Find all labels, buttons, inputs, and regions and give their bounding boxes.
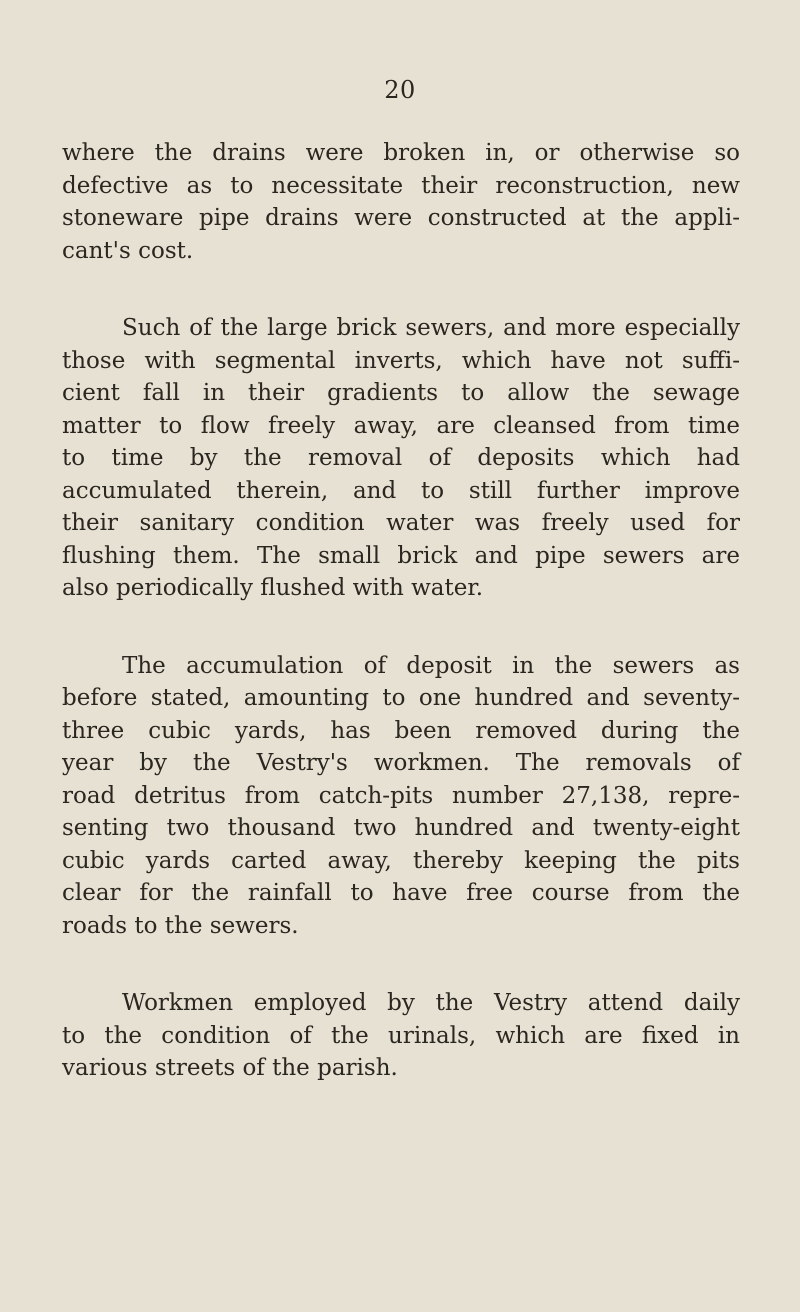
text-line: three cubic yards, has been removed during the [62, 717, 740, 744]
text-line: also periodically flushed with water. [62, 575, 484, 601]
page-number: 20 [384, 76, 416, 104]
text-line: stoneware pipe drains were constructed at the appli- [62, 205, 740, 231]
text-line: flushing them. The small brick and pipe sewers are [62, 542, 740, 569]
text-line: Workmen employed by the Vestry attend daily [122, 990, 740, 1016]
text-line: roads to the sewers. [62, 912, 299, 939]
text-line: their sanitary condition water was freely used for [62, 510, 740, 536]
text-line: senting two thousand two hundred and twenty-eight [62, 815, 740, 841]
text-line: clear for the rainfall to have free course from the [62, 880, 740, 906]
text-line: where the drains were broken in, or otherwise so [62, 140, 740, 166]
text-line: Such of the large brick sewers, and more especially [122, 315, 740, 341]
paragraph-4 [62, 987, 740, 1085]
text-line: various streets of the parish. [62, 1055, 398, 1081]
text-line: to the condition of the urinals, which are fixed in [62, 1022, 740, 1049]
text-line: cant's cost. [62, 237, 194, 264]
body-text [62, 137, 740, 1130]
text-line: those with segmental inverts, which have not suffi- [62, 347, 740, 374]
text-line: defective as to necessitate their reconstruction, new [62, 172, 740, 199]
paragraph-3 [62, 650, 740, 943]
text-line: year by the Vestry's workmen. The removals of [62, 750, 740, 776]
text-line: to time by the removal of deposits which had [62, 445, 740, 471]
text-line: matter to flow freely away, are cleansed from time [62, 412, 740, 439]
text-line: cubic yards carted away, thereby keeping the pits [62, 847, 740, 874]
text-line: before stated, amounting to one hundred and seventy- [62, 685, 740, 711]
text-line: The accumulation of deposit in the sewers as [122, 652, 740, 679]
paragraph-2 [62, 312, 740, 605]
text-line: road detritus from catch-pits number 27,138, repre- [62, 782, 740, 809]
text-line: cient fall in their gradients to allow the sewage [62, 380, 740, 406]
paragraph-1 [62, 137, 740, 267]
text-line: accumulated therein, and to still further improve [62, 477, 740, 504]
